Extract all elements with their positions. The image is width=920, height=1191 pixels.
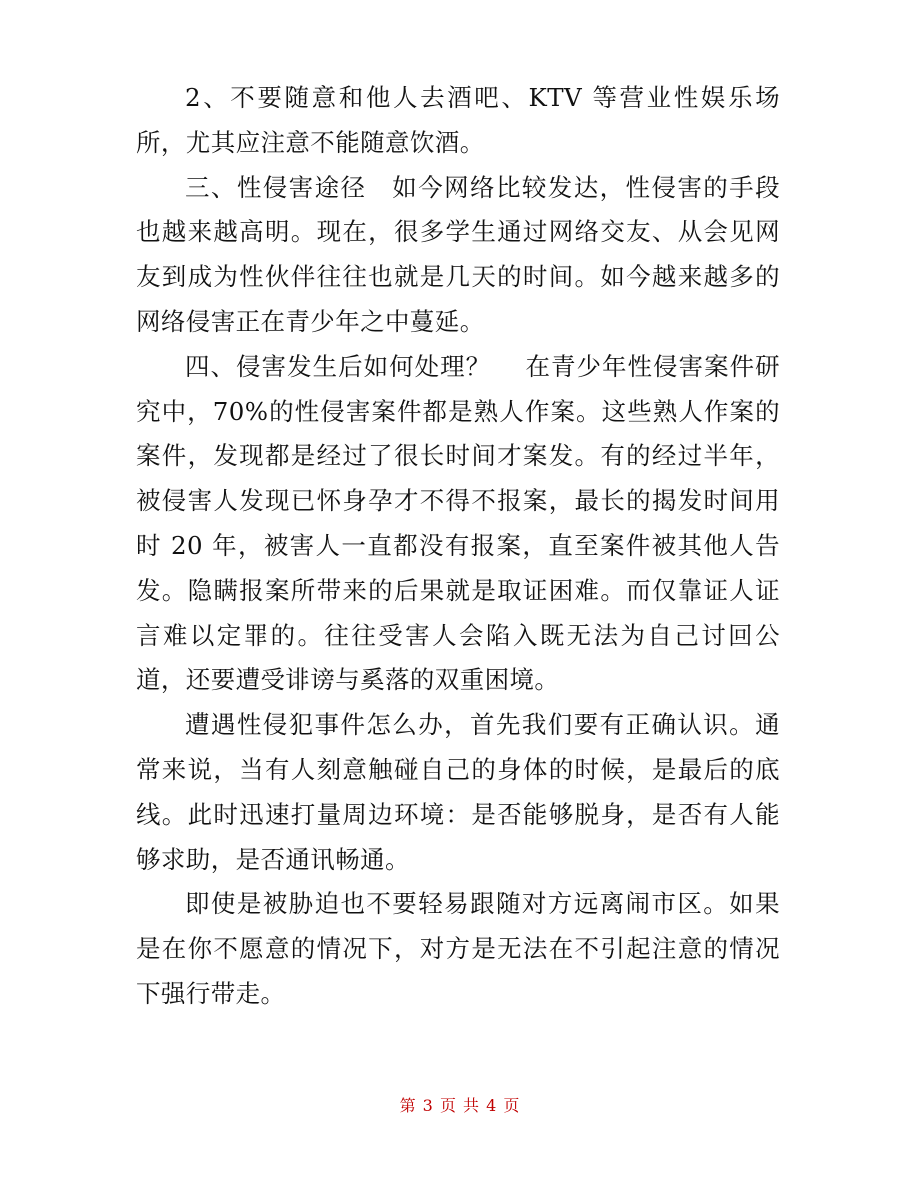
- page-number-footer: 第 3 页 共 4 页: [399, 1096, 521, 1115]
- paragraph-advice-2: 2、不要随意和他人去酒吧、KTV 等营业性娱乐场所，尤其应注意不能随意饮酒。: [136, 83, 780, 157]
- paragraph-section-3: 三、性侵害途径 如今网络比较发达，性侵害的手段也越来越高明。现在，很多学生通过网络交友、从会见网友到成为性伙伴往往也就是几天的时间。如今越来越多的网络侵害正在青少年之中蔓延。: [136, 172, 780, 336]
- paragraph-section-4: 四、侵害发生后如何处理？ 在青少年性侵害案件研究中，70%的性侵害案件都是熟人作案。这些熟人作案的案件，发现都是经过了很长时间才案发。有的经过半年，被侵害人发现已怀身孕才不得不报案，最长的揭发时间用时 20 年，被害人一直都没有报案，直至案件被其他人告发。隐瞒报案所带来的后果就是取证困难。而仅靠证人证言难以定罪的。往往受害人会陷入既无法为自己讨回公道，还要遭受诽谤与奚落的双重困境。: [136, 351, 780, 695]
- document-body: [136, 76, 780, 1017]
- paragraph-what-to-do: 遭遇性侵犯事件怎么办，首先我们要有正确认识。通常来说，当有人刻意触碰自己的身体的时候，是最后的底线。此时迅速打量周边环境：是否能够脱身，是否有人能够求助，是否通讯畅通。: [136, 710, 780, 874]
- paragraph-under-duress: 即使是被胁迫也不要轻易跟随对方远离闹市区。如果是在你不愿意的情况下，对方是无法在不引起注意的情况下强行带走。: [136, 889, 780, 1008]
